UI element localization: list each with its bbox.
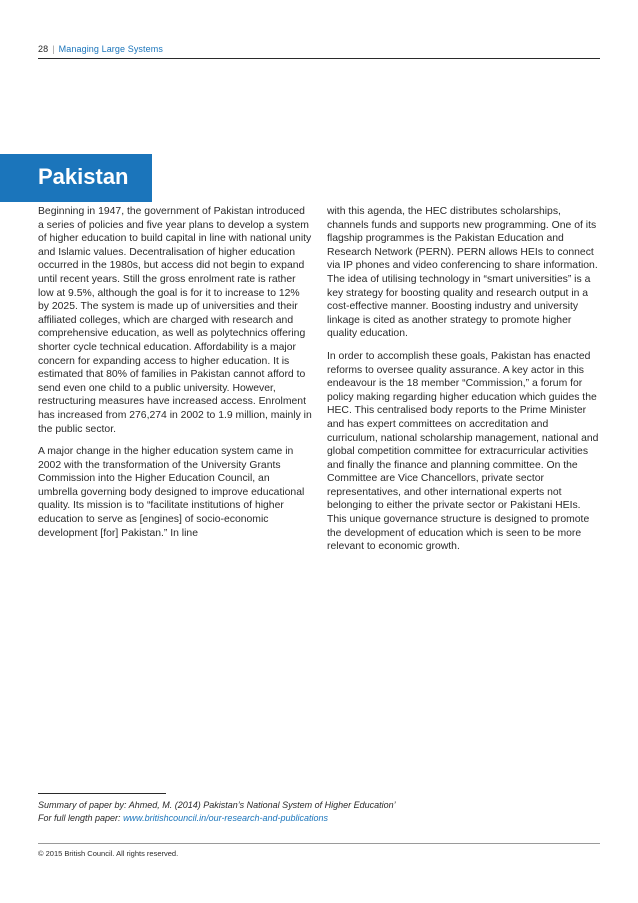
header-separator: | xyxy=(52,44,55,54)
body-paragraph: A major change in the higher education system came in 2002 with the transformation of the University Grants Commission into the Higher Education Council, an umbrella governing body designed to improve educational quality. Its mission is to “facilitate institutions of higher education to serve as [engines] of socio-economic development [for] Pakistan.” In line xyxy=(38,446,305,539)
body-paragraph: with this agenda, the HEC distributes scholarships, channels funds and supports new programming. One of its flagship programmes is the Pakistan Education and Research Network (PERN). PERN allows HEIs to connect via IP phones and video conferencing to share information. The idea of utilising technology in “smart universities” is a key strategy for boosting quality and research output in a cost-effective manner. Boosting industry and university linkage is cited as another strategy to promote higher quality education. xyxy=(327,206,598,340)
body-column-right xyxy=(327,205,601,563)
full-paper-link[interactable]: www.britishcouncil.in/our-research-and-publications xyxy=(123,812,328,823)
header-divider xyxy=(38,58,600,59)
section-heading: Pakistan xyxy=(38,164,129,189)
section-heading-box xyxy=(0,154,152,202)
page-number: 28 xyxy=(38,44,49,54)
page-header xyxy=(38,44,163,54)
footnote-full-paper xyxy=(38,812,598,825)
copyright-notice: © 2015 British Council. All rights reserved. xyxy=(38,849,179,858)
header-section-title: Managing Large Systems xyxy=(58,44,163,54)
footnote-divider xyxy=(38,793,166,794)
body-paragraph: In order to accomplish these goals, Pakistan has enacted reforms to oversee quality assurance. A key actor in this endeavour is the 18 member “Commission,” a forum for policy making regarding higher education which guides the HEC. This centralised body reports to the Prime Minister and has expert committees on accreditation and curriculum, national scholarship management, national and global competition committee for extracurricular activities and finally the finance and planning committee. On the Committee are Vice Chancellors, private sector representatives, and other international experts not belonging to either the private sector or Pakistani HEIs. This unique governance structure is designed to promote the development of education which is seen to be more relevant to economic growth. xyxy=(327,350,599,553)
footer-divider xyxy=(38,843,600,844)
footnote-full-paper-label: For full length paper: xyxy=(38,812,121,823)
footnote xyxy=(38,799,598,824)
body-paragraph: Beginning in 1947, the government of Pakistan introduced a series of policies and five year plans to develop a system of higher education to build capital in line with national unity and Islamic values. Decentralisation of higher education occurred in the 1980s, but access did not begin to expand until recent years. Still the gross enrolment rate is rather low at 9.5%, although the goal is for it to increase to 12% by 2025. The system is made up of universities and their affiliated colleges, which are charged with research and comprehensive education, as well as polytechnics offering shorter cycle technical education. Affordability is a major concern for expanding access to higher education. It is estimated that 80% of families in Pakistan cannot afford to send even one child to a public university. However, restructuring measures have increased access. Enrolment has increased from 276,274 in 2002 to 1.9 million, mainly in the public sector. xyxy=(38,206,312,435)
body-column-left xyxy=(38,205,312,549)
footnote-summary: Summary of paper by: Ahmed, M. (2014) Pakistan’s National System of Higher Education’ xyxy=(38,800,396,810)
